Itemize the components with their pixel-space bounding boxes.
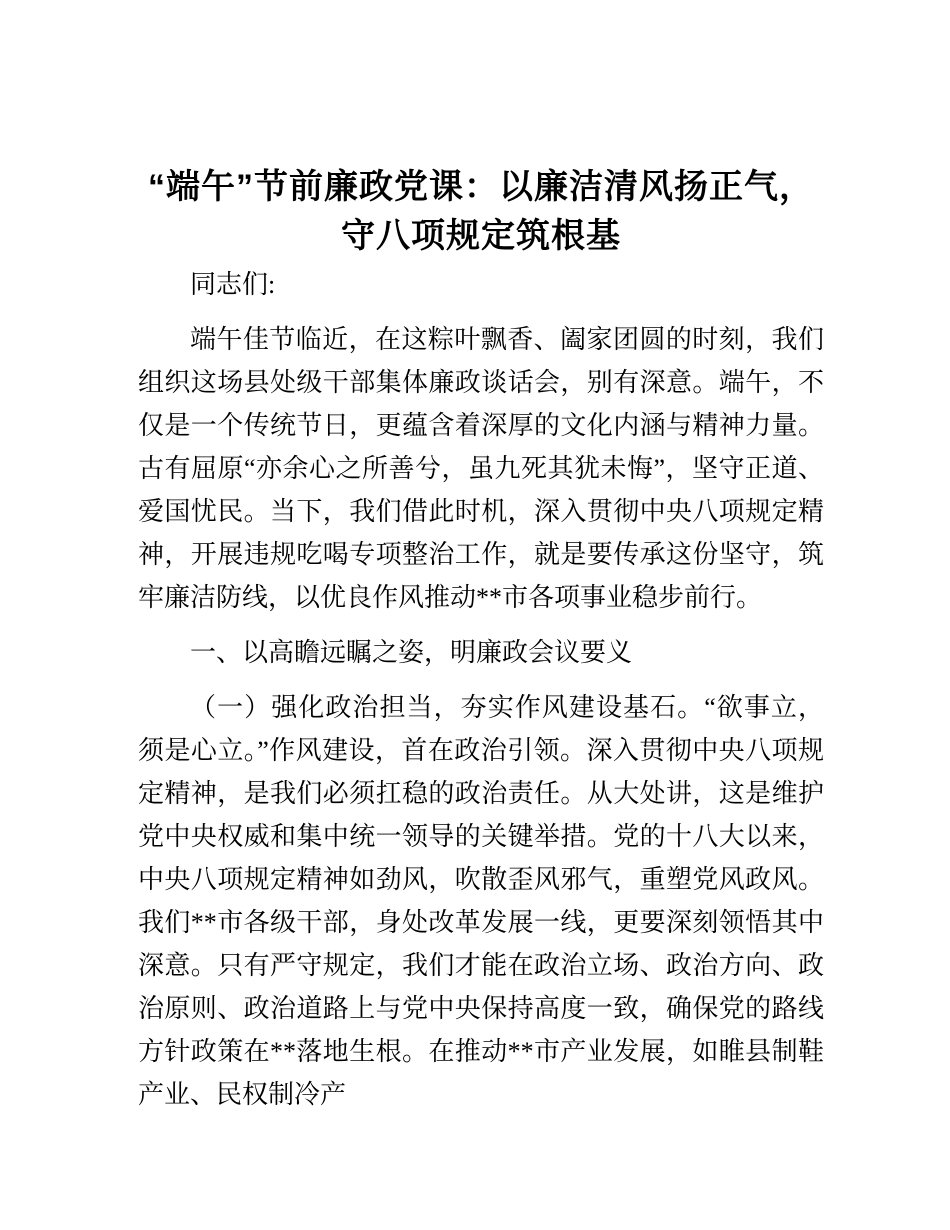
section-heading: 一、以高瞻远瞩之姿，明廉政会议要义 — [190, 638, 633, 667]
section-paragraph: （一）强化政治担当，夯实作风建设基石。“欲事立，须是心立。”作风建设，首在政治引领。深入贯彻中央八项规定精神，是我们必须扛稳的政治责任。从大处讲，这是维护党中央权威和集中统一领导的关键举措。党的十八大以来，中央八项规定精神如劲风，吹散歪风邪气，重塑党风政风。我们**市各级干部，身处改革发展一线，更要深刻领悟其中深意。只有严守规定，我们才能在政治立场、政治方向、政治原则、政治道路上与党中央保持高度一致，确保党的路线方针政策在**落地生根。在推动**市产业发展，如睢县制鞋产业、民权制冷产 — [138, 693, 824, 1109]
salutation-line: 同志们: — [190, 270, 276, 299]
intro-paragraph: 端午佳节临近，在这粽叶飘香、阖家团圆的时刻，我们组织这场县处级干部集体廉政谈话会，别有深意。端午，不仅是一个传统节日，更蕴含着深厚的文化内涵与精神力量。古有屈原“亦余心之所善兮，虽九死其犹未悔”，坚守正道、爱国忧民。当下，我们借此时机，深入贯彻中央八项规定精神，开展违规吃喝专项整治工作，就是要传承这份坚守，筑牢廉洁防线，以优良作风推动**市各项事业稳步前行。 — [138, 325, 824, 612]
document-content — [138, 163, 824, 1116]
document-title: “端午”节前廉政党课：以廉洁清风扬正气，守八项规定筑根基 — [148, 168, 814, 255]
